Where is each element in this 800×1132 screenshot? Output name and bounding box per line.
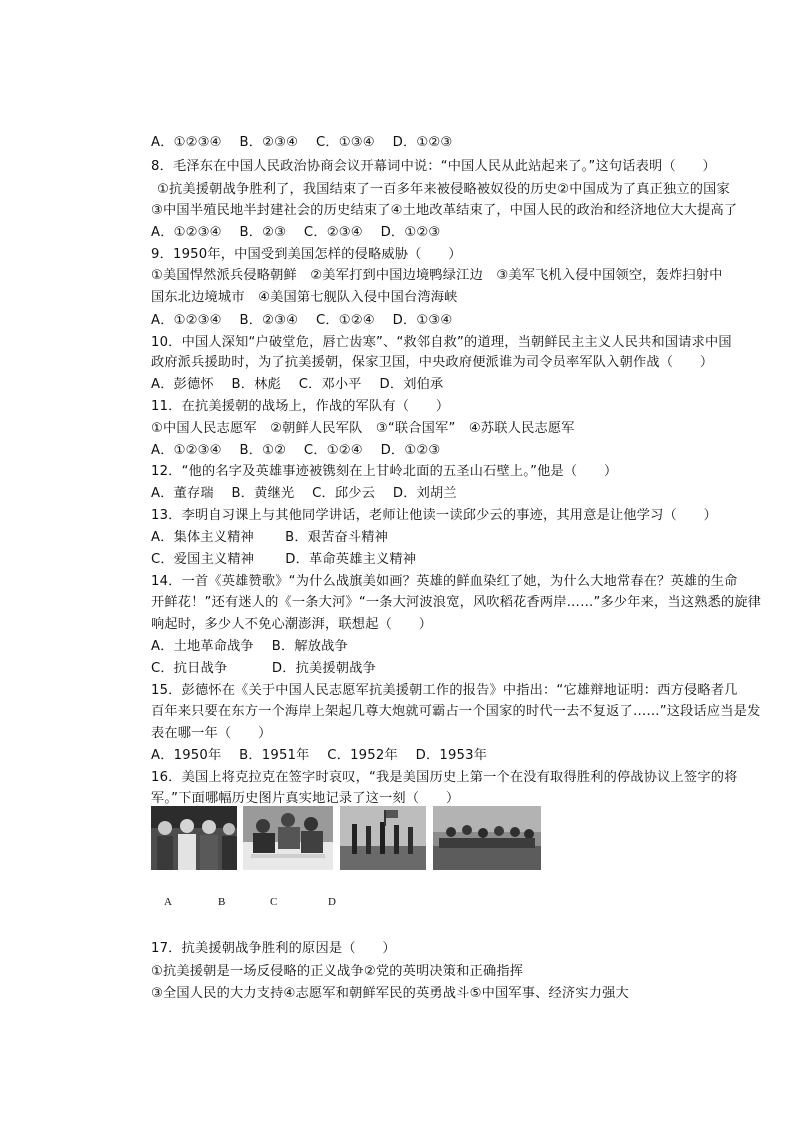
q13-options-1: A．集体主义精神 B．艰苦奋斗精神 [151,530,389,545]
q16-photo-strip [151,806,541,870]
photo-d-image [433,806,541,870]
photo-label-b: B [218,896,226,908]
q10-stem-2: 政府派兵援助时，为了抗美援朝，保家卫国，中央政府便派谁为司令员率军队入朝作战（ ） [151,355,714,370]
q14-stem-3: 响起时，多少人不免心潮澎湃，联想起（ ） [151,617,433,632]
q8-statements-1: ①抗美援朝战争胜利了，我国结束了一百多年来被侵略被奴役的历史②中国成为了真正独立的国家 [157,182,730,197]
q8-statements-2: ③中国半殖民地半封建社会的历史结束了④土地改革结束了，中国人民的政治和经济地位大大提高了 [151,203,738,218]
q8-stem: 8．毛泽东在中国人民政治协商会议开幕词中说：“中国人民从此站起来了。”这句话表明（ ） [151,159,716,174]
q17-stem: 17．抗美援朝战争胜利的原因是（ ） [151,941,396,956]
q14-options-1: A．土地革命战争 B．解放战争 [151,639,348,654]
q15-stem-1: 15．彭德怀在《关于中国人民志愿军抗美援朝工作的报告》中指出：“它雄辩地证明：西方侵略者几 [151,683,738,698]
q12-stem: 12．“他的名字及英雄事迹被镌刻在上甘岭北面的五圣山石壁上。”他是（ ） [151,464,618,479]
q10-options: A．彭德怀 B．林彪 C．邓小平 D．刘伯承 [151,377,444,392]
q15-options: A．1950年 B．1951年 C．1952年 D．1953年 [151,748,488,763]
q13-options-2: C．爱国主义精神 D．革命英雄主义精神 [151,552,417,567]
q16-stem-1: 16．美国上将克拉克在签字时哀叹，“我是美国历史上第一个在没有取得胜利的停战协议上签字的将 [151,770,738,785]
photo-label-a: A [164,896,172,908]
photo-a [151,806,237,870]
q17-statements-2: ③全国人民的大力支持④志愿军和朝鲜军民的英勇战斗⑤中国军事、经济实力强大 [151,986,629,1001]
q14-options-2: C．抗日战争 D．抗美援朝战争 [151,661,376,676]
q17-statements-1: ①抗美援朝是一场反侵略的正义战争②党的英明决策和正确指挥 [151,964,524,979]
q12-options: A．董存瑞 B．黄继光 C．邱少云 D．刘胡兰 [151,486,457,501]
photo-c-image [340,806,426,870]
photo-c [340,806,426,870]
q11-options: A．①②③④ B．①② C．①②④ D．①②③ [151,443,441,458]
photo-label-c: C [270,896,278,908]
photo-label-d: D [328,896,336,908]
q9-stem: 9．1950年，中国受到美国怎样的侵略威胁（ ） [151,247,462,262]
photo-b-image [243,806,333,870]
q9-statements-2: 国东北边境城市 ④美国第七舰队入侵中国台湾海峡 [151,290,458,305]
q16-stem-2: 军。”下面哪幅历史图片真实地记录了这一刻（ ） [151,791,460,806]
q9-options: A．①②③④ B．②③④ C．①②④ D．①③④ [151,313,453,328]
q11-stem: 11．在抗美援朝的战场上，作战的军队有（ ） [151,399,450,414]
q14-stem-1: 14．一首《英雄赞歌》“为什么战旗美如画？英雄的鲜血染红了她，为什么大地常春在？英雄的生命 [151,574,738,589]
q7-options: A．①②③④ B．②③④ C．①③④ D．①②③ [151,135,453,150]
photo-d [433,806,541,870]
q13-stem: 13．李明自习课上与其他同学讲话，老师让他读一读邱少云的事迹，其用意是让他学习（ ） [151,508,718,523]
q9-statements-1: ①美国悍然派兵侵略朝鲜 ②美军打到中国边境鸭绿江边 ③美军飞机入侵中国领空，轰炸扫射中 [151,268,723,283]
q11-statements: ①中国人民志愿军 ②朝鲜人民军队 ③“联合国军” ④苏联人民志愿军 [151,421,575,436]
q14-stem-2: 开鲜花！”还有迷人的《一条大河》“一条大河波浪宽，风吹稻花香两岸……”多少年来，当这熟悉的旋律 [151,595,762,610]
q15-stem-3: 表在哪一年（ ） [151,726,272,741]
photo-a-image [151,806,237,870]
q16-option-labels [151,896,451,912]
q15-stem-2: 百年来只要在东方一个海岸上架起几尊大炮就可霸占一个国家的时代一去不复返了……”这段话应当是发 [151,704,761,719]
q10-stem-1: 10．中国人深知“户破堂危，唇亡齿寒”、“救邻自救”的道理，当朝鲜民主主义人民共和国请求中国 [151,335,732,350]
q8-options: A．①②③④ B．②③ C．②③④ D．①②③ [151,225,441,240]
photo-b [243,806,333,870]
